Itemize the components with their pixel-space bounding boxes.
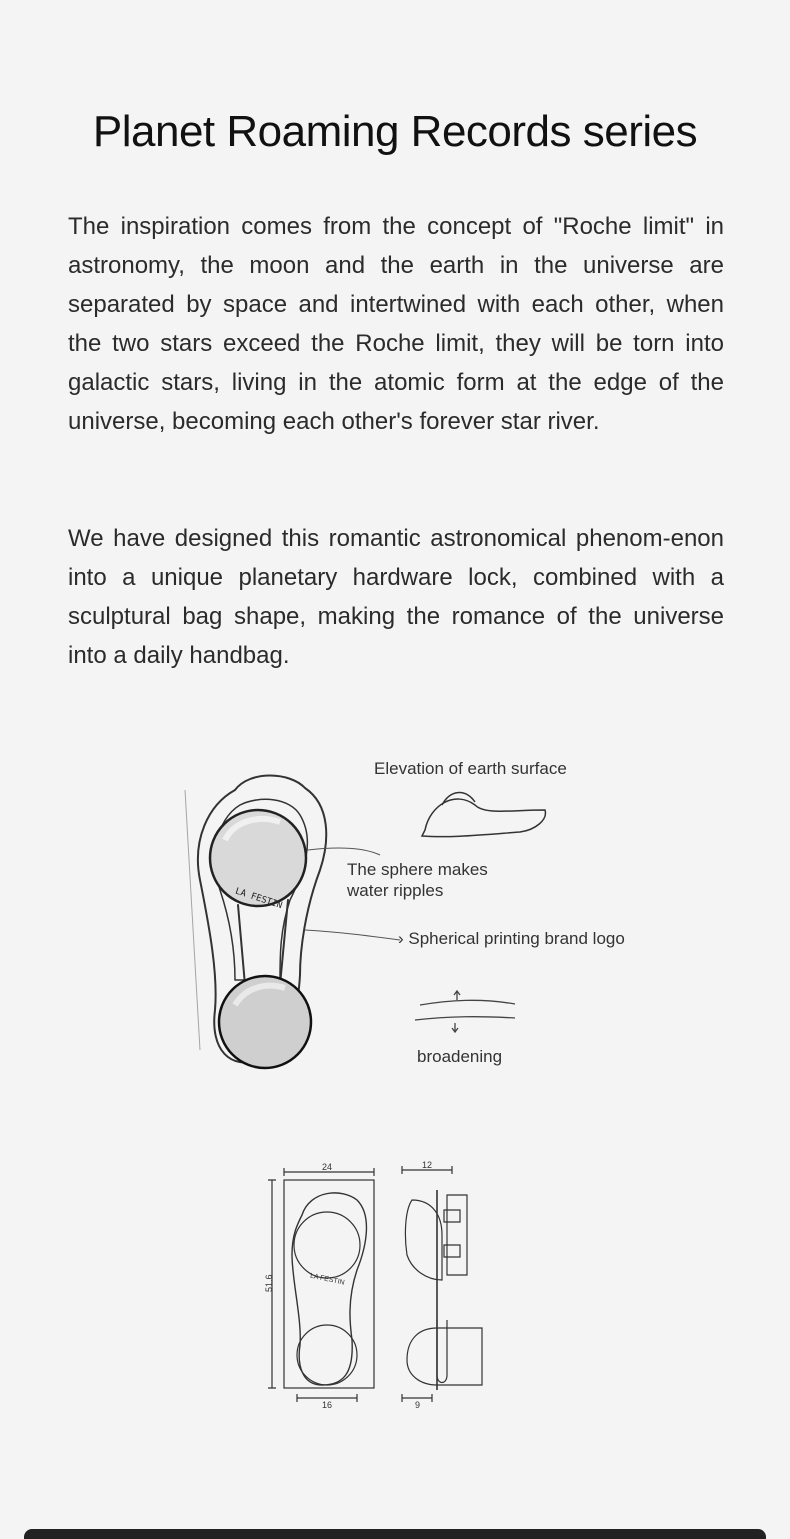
sphere-ripples-note: The sphere makes water ripples bbox=[347, 860, 488, 900]
page-title: Planet Roaming Records series bbox=[92, 107, 698, 156]
elevation-note: Elevation of earth surface bbox=[374, 759, 567, 778]
technical-drawing bbox=[262, 1160, 502, 1410]
next-section-edge bbox=[24, 1529, 766, 1539]
design-paragraph: We have designed this romantic astronomical phenom-enon into a unique planetary hardware lock, combined with a sculptural bag shape, making the romance of the universe into a daily handbag. bbox=[68, 525, 724, 669]
brand-logo-note-text: Spherical printing brand logo bbox=[408, 929, 625, 948]
concept-sketch bbox=[180, 760, 560, 1080]
front-view-engraving: LA FESTIN bbox=[309, 1272, 346, 1287]
dim-width-bottom: 16 bbox=[322, 1400, 333, 1410]
dim-side-top: 12 bbox=[422, 1160, 433, 1170]
dim-side-bottom: 9 bbox=[415, 1400, 421, 1410]
brand-engraving: LA FESTIN bbox=[233, 886, 284, 912]
dim-width-top: 24 bbox=[322, 1162, 333, 1172]
earth-sphere bbox=[210, 810, 306, 906]
moon-sphere bbox=[219, 976, 311, 1068]
intro-paragraph: The inspiration comes from the concept of "Roche limit" in astronomy, the moon and the earth in the universe are separated by space and intertwined with each other, when the two stars exceed the Roche limit, they will be torn into galactic stars, living in the atomic form at the edge of the universe, becoming each other's forever star river. bbox=[68, 213, 724, 435]
brand-logo-note: › Spherical printing brand logo bbox=[398, 929, 625, 948]
dim-height-left: 51.6 bbox=[264, 1274, 274, 1292]
broadening-note: broadening bbox=[417, 1047, 503, 1066]
front-top-sphere bbox=[294, 1212, 360, 1278]
front-bottom-sphere bbox=[297, 1325, 357, 1385]
side-view-lower bbox=[407, 1328, 482, 1385]
